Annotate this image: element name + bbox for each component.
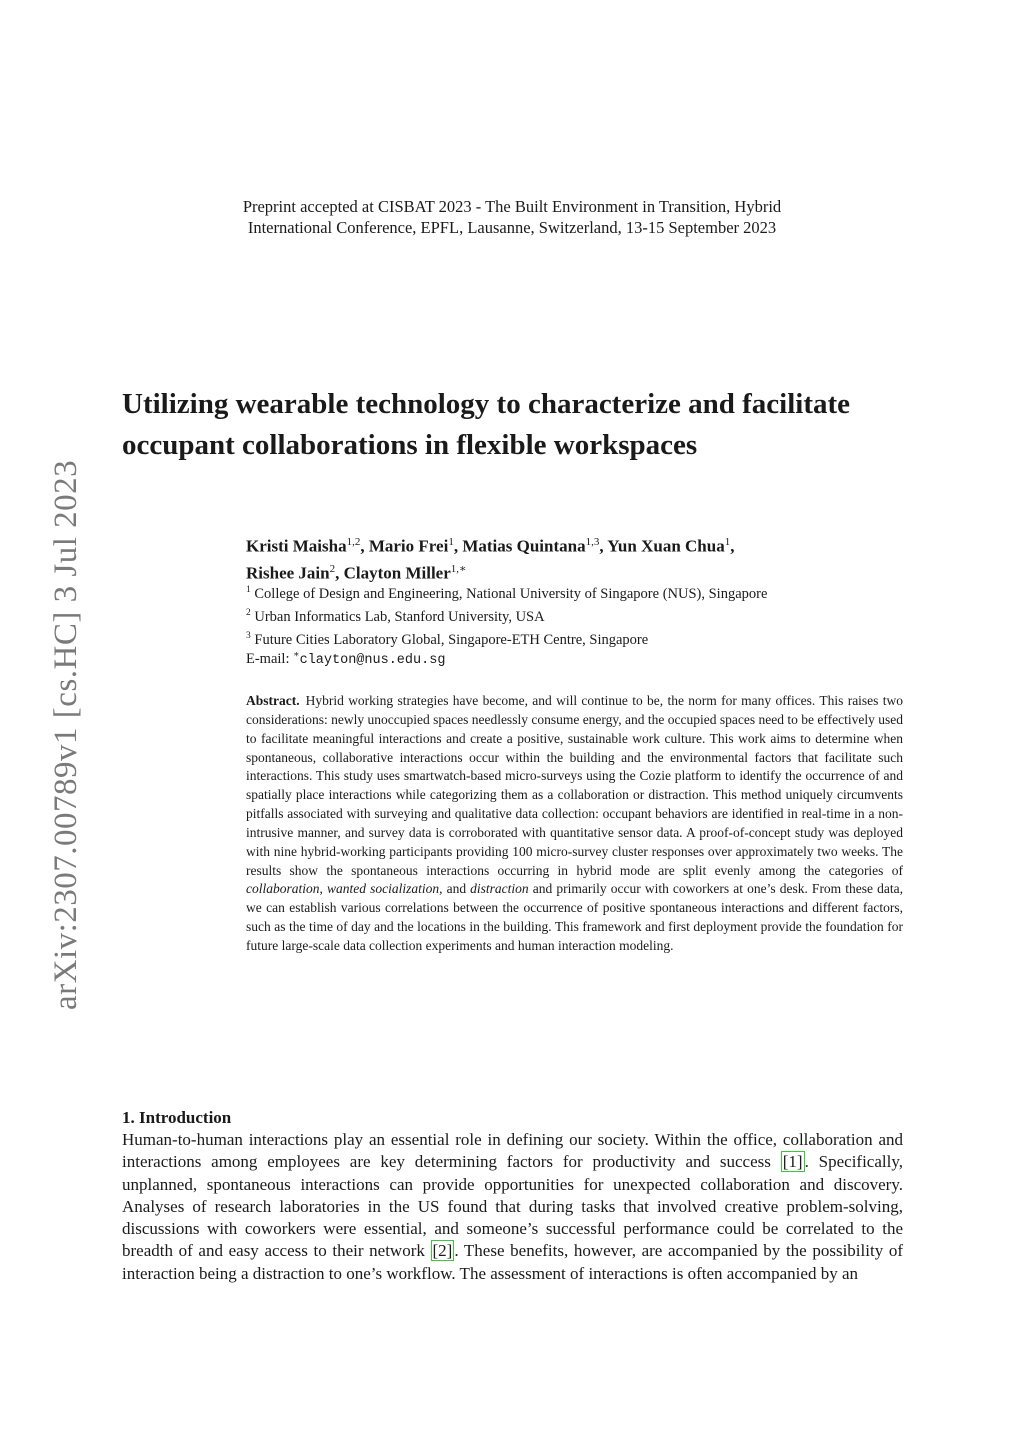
author-affil-mark: 1 (724, 536, 731, 548)
abstract-emphasis: collaboration (246, 881, 320, 897)
citation-link[interactable]: [2] (432, 1241, 453, 1261)
abstract-emphasis: wanted socialization (326, 881, 440, 897)
preprint-notice (140, 196, 884, 238)
contact-email (246, 646, 445, 670)
abstract (246, 692, 903, 956)
author-name: Yun Xuan Chua (607, 536, 725, 556)
email-label: E-mail: (246, 650, 290, 667)
affiliation-text: Future Cities Laboratory Global, Singapore-ETH Centre, Singapore (254, 631, 649, 648)
affiliation-number: 3 (246, 630, 251, 641)
author-affil-mark: 1,∗ (450, 562, 467, 575)
email-address[interactable]: clayton@nus.edu.sg (299, 652, 446, 668)
citation-link[interactable]: [1] (782, 1152, 803, 1172)
introduction-paragraph (122, 1129, 903, 1285)
author-name: Clayton Miller (343, 563, 451, 583)
affiliation-text: Urban Informatics Lab, Stanford University, USA (254, 608, 545, 625)
author-name: Matias Quintana (462, 536, 586, 556)
paper-title: Utilizing wearable technology to characterize and facilitate occupant collaborations in flexible workspaces (122, 388, 851, 461)
abstract-label: Abstract. (246, 693, 300, 708)
arxiv-stamp[interactable]: arXiv:2307.00789v1 [cs.HC] 3 Jul 2023 (48, 459, 84, 1010)
affiliation-number: 2 (246, 607, 251, 618)
author-name: Kristi Maisha (246, 536, 347, 556)
abstract-emphasis: distraction (470, 881, 529, 897)
preprint-line-1: Preprint accepted at CISBAT 2023 - The Built Environment in Transition, Hybrid (242, 197, 782, 216)
affiliation-item (246, 604, 906, 627)
author-name: Mario Frei (368, 536, 449, 556)
abstract-separator: , (319, 881, 327, 897)
abstract-text: Hybrid working strategies have become, and will continue to be, the norm for many offices. This raises two considerations: newly unoccupied spaces needlessly consume energy, and the occupied spaces need to be effectively used to facilitate meaningful interactions and create a positive, sustainable work culture. This work aims to determine when spontaneous, collaborative interactions occur within the building and the environmental factors that facilitate such interactions. This study uses smartwatch-based micro-surveys using the Cozie platform to identify the occurrence of and spatially place interactions while categorizing them as a collaboration or distraction. This method uniquely circumvents pitfalls associated with surveying and qualitative data collection: occupant behaviors are identified in real-time in a non-intrusive manner, and survey data is corroborated with quantitative sensor data. A proof-of-concept study was deployed with nine hybrid-working participants providing 100 micro-survey cluster responses over approximately two weeks. The results show the spontaneous interactions occurring in hybrid mode are split evenly among the categories of (246, 693, 903, 878)
author-list: Kristi Maisha$^{1,2}$, Mario Frei$^1$, Matias Quintana$^{1,3}$, Yun Xuan Chua$^1$, Rishee Jain$^2$, Clayton Miller$^{1,∗}$ (246, 536, 735, 583)
affiliation-list (246, 581, 906, 649)
intro-text: . Specifically, unplanned, spontaneous interactions can provide opportunities for unexpected collaboration and discovery. Analyses of research laboratories in the US found that during tasks that involved creative problem-solving, discussions with coworkers were essential, and someone’s successful performance could be correlated to the breadth of and easy access to their network (122, 1152, 903, 1261)
author-affil-mark: 1,3 (585, 536, 600, 548)
abstract-text: and primarily occur with coworkers at one’s desk. From these data, we can establish various correlations between the occurrence of positive spontaneous interactions and different factors, such as the time of day and the locations in the building. This framework and first deployment provide the foundation for future large-scale data collection experiments and human interaction modeling. (246, 881, 903, 953)
affiliation-number: 1 (246, 585, 251, 595)
section-title: Introduction (139, 1108, 232, 1127)
author-affil-mark: 2 (329, 562, 336, 575)
preprint-line-2: International Conference, EPFL, Lausanne, Switzerland, 13-15 September 2023 (247, 218, 777, 237)
author-name: Rishee Jain (246, 563, 330, 583)
abstract-separator: , and (439, 881, 471, 897)
intro-text: . These benefits, however, are accompanied by the possibility of interaction being a distraction to one’s workflow. The assessment of interactions is often accompanied by an (122, 1241, 903, 1283)
corresponding-mark: ∗ (293, 650, 300, 660)
affiliation-text: College of Design and Engineering, National University of Singapore (NUS), Singapore (254, 585, 768, 602)
author-affil-mark: 1,2 (346, 536, 361, 548)
author-affil-mark: 1 (448, 536, 454, 548)
intro-text: Human-to-human interactions play an essential role in defining our society. Within the office, collaboration and interactions among employees are key determining factors for productivity and success (122, 1130, 903, 1172)
section-number: 1. (122, 1108, 135, 1127)
affiliation-item (246, 581, 906, 604)
section-heading (122, 1107, 231, 1129)
